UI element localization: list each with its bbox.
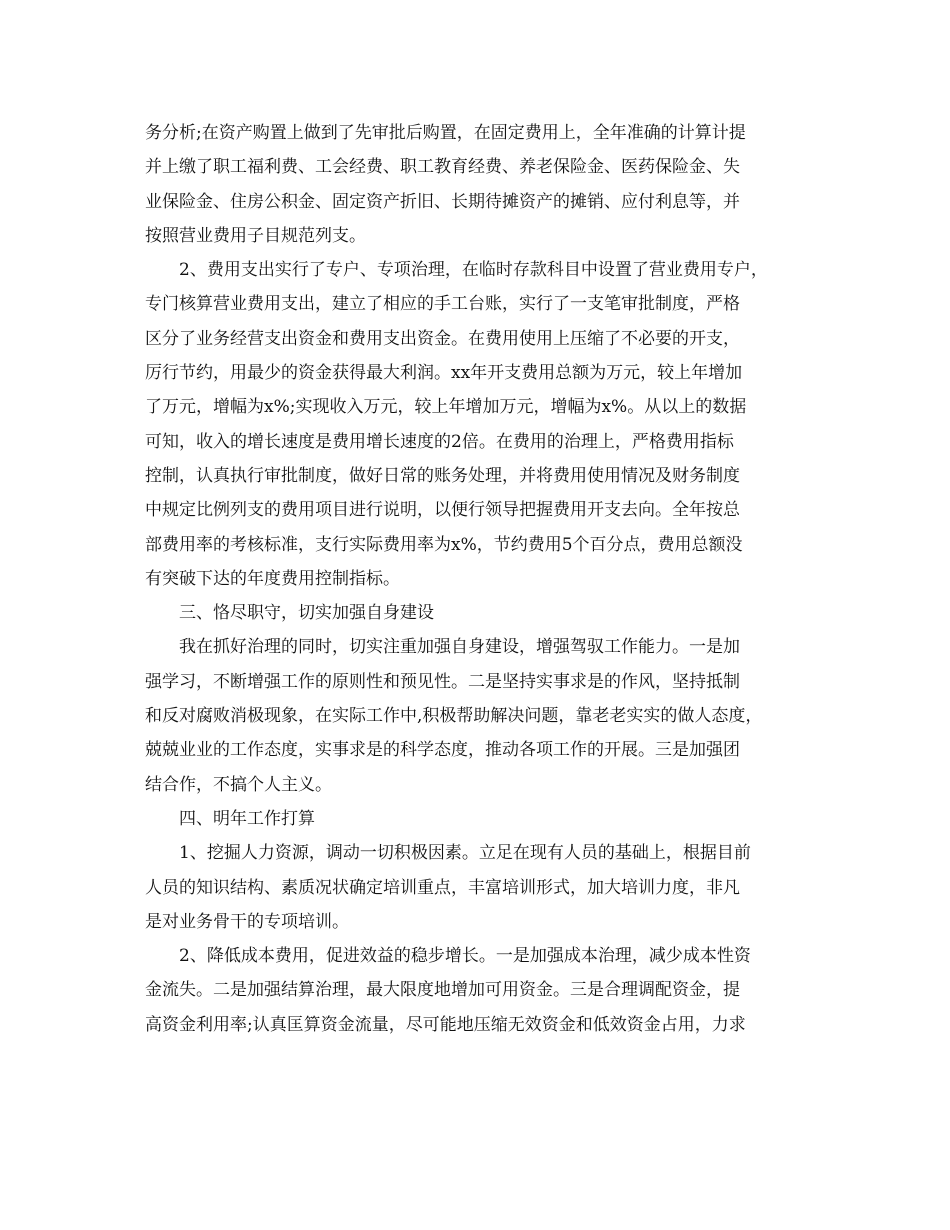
document-body — [145, 116, 805, 1042]
body-line: 务分析;在资产购置上做到了先审批后购置，在固定费用上，全年准确的计算计提 — [145, 123, 746, 143]
body-line: 专门核算营业费用支出，建立了相应的手工台账，实行了一支笔审批制度，严格 — [145, 294, 740, 315]
body-line: 并上缴了职工福利费、工会经费、职工教育经费、养老保险金、医药保险金、失 — [145, 157, 740, 178]
body-line: 人员的知识结构、素质况状确定培训重点，丰富培训形式，加大培训力度，非凡 — [145, 877, 740, 898]
body-line: 兢兢业业的工作态度，实事求是的科学态度，推动各项工作的开展。三是加强团 — [145, 740, 740, 761]
body-line: 了万元，增幅为x%;实现收入万元，较上年增加万元，增幅为x%。从以上的数据 — [145, 397, 747, 418]
body-line: 是对业务骨干的专项培训。 — [145, 911, 349, 932]
body-line: 区分了业务经营支出资金和费用支出资金。在费用使用上压缩了不必要的开支， — [145, 328, 740, 349]
body-line: 控制，认真执行审批制度，做好日常的账务处理，并将费用使用情况及财务制度 — [145, 465, 740, 486]
body-line: 中规定比例列支的费用项目进行说明，以便行领导把握费用开支去向。全年按总 — [145, 500, 740, 521]
body-line: 金流失。二是加强结算治理，最大限度地增加可用资金。三是合理调配资金，提 — [145, 980, 740, 1001]
body-line: 和反对腐败消极现象，在实际工作中,积极帮助解决问题，靠老老实实的做人态度， — [145, 706, 763, 727]
body-line: 厉行节约，用最少的资金获得最大利润。xx年开支费用总额为万元，较上年增加 — [145, 363, 743, 384]
body-line: 可知，收入的增长速度是费用增长速度的2倍。在费用的治理上，严格费用指标 — [145, 431, 734, 452]
body-line: 有突破下达的年度费用控制指标。 — [145, 568, 400, 589]
body-line: 部费用率的考核标准，支行实际费用率为x%，节约费用5个百分点，费用总额没 — [145, 534, 743, 555]
section-heading: 三、恪尽职守，切实加强自身建设 — [179, 603, 434, 624]
body-line: 结合作，不搞个人主义。 — [145, 774, 332, 795]
section-heading: 四、明年工作打算 — [179, 808, 315, 829]
body-line: 业保险金、住房公积金、固定资产折旧、长期待摊资产的摊销、应付利息等，并 — [145, 191, 740, 212]
body-line: 按照营业费用子目规范列支。 — [145, 225, 366, 246]
paragraph-start-line: 2、费用支出实行了专户、专项治理，在临时存款科目中设置了营业费用专户， — [179, 260, 768, 281]
paragraph-start-line: 2、降低成本费用，促进效益的稳步增长。一是加强成本治理，减少成本性资 — [179, 946, 751, 967]
paragraph-start-line: 我在抓好治理的同时，切实注重加强自身建设，增强驾驭工作能力。一是加 — [179, 637, 740, 658]
body-line: 强学习，不断增强工作的原则性和预见性。二是坚持实事求是的作风，坚持抵制 — [145, 671, 740, 692]
paragraph-start-line: 1、挖掘人力资源，调动一切积极因素。立足在现有人员的基础上，根据目前 — [179, 843, 751, 864]
body-line: 高资金利用率;认真匡算资金流量，尽可能地压缩无效资金和低效资金占用，力求 — [145, 1014, 746, 1035]
